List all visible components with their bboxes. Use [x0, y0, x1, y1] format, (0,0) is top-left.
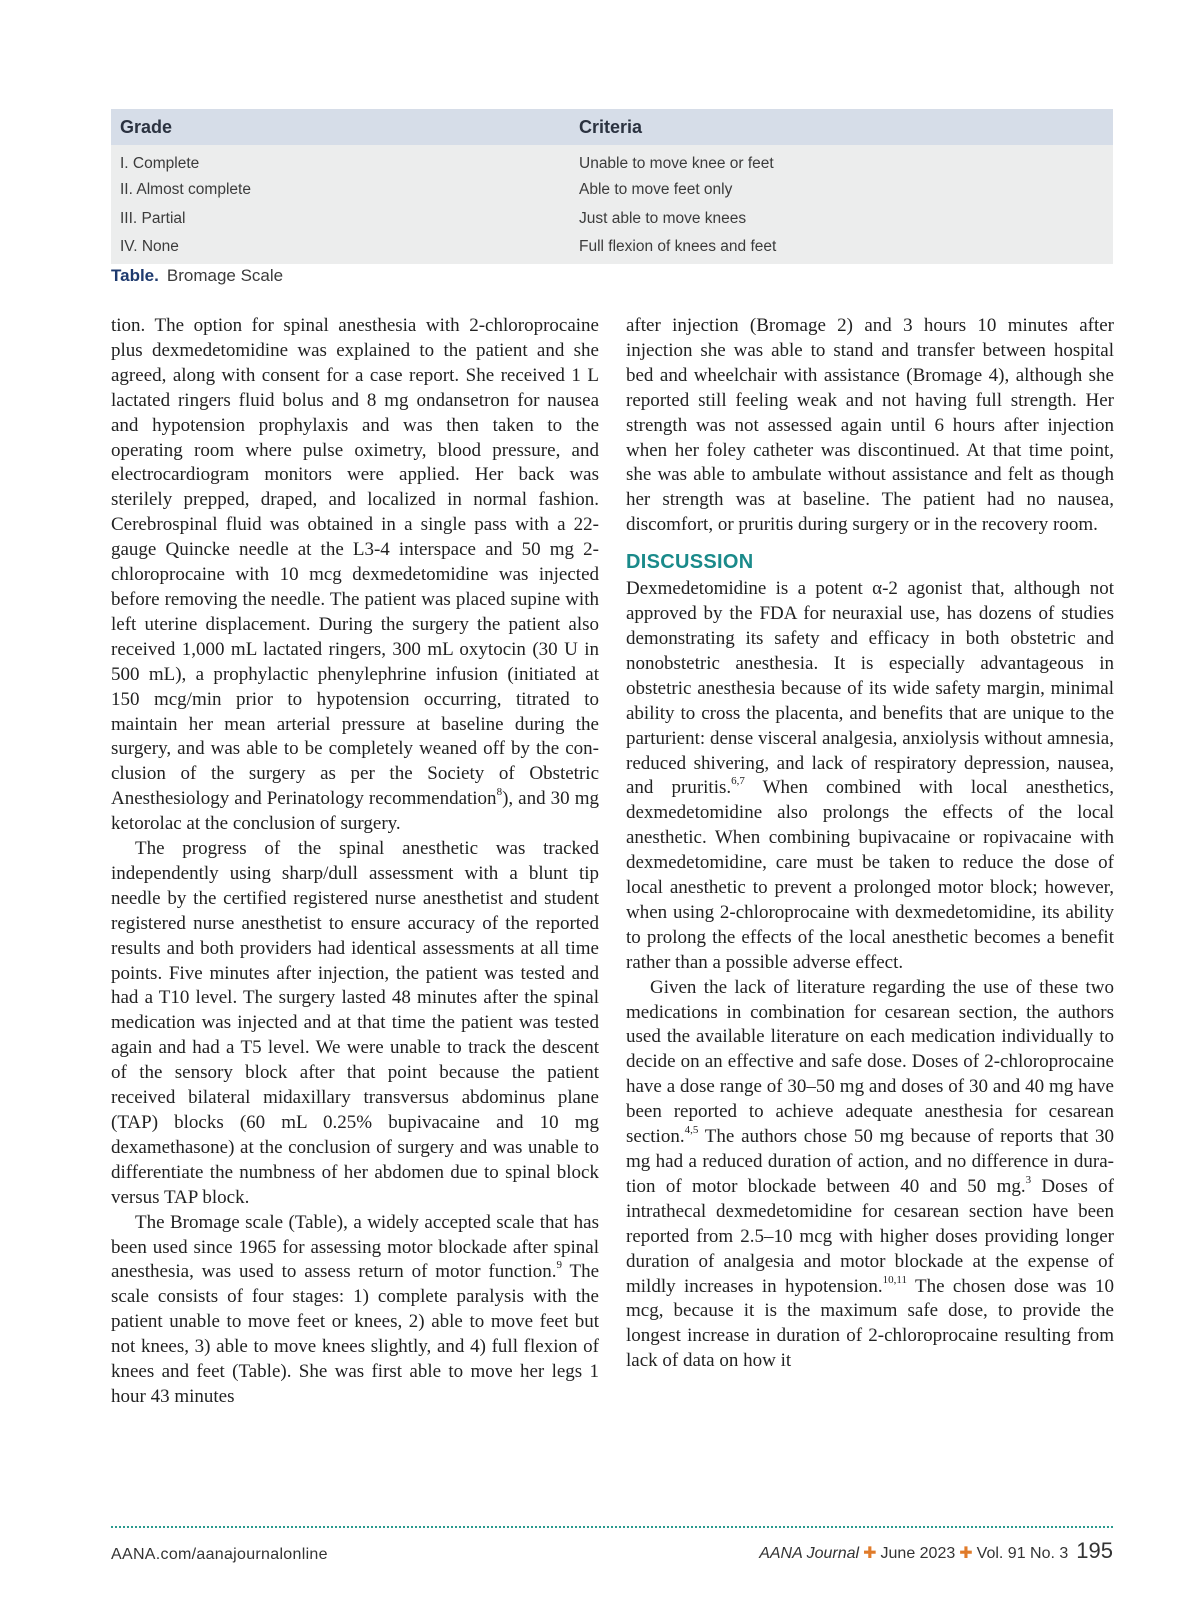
table-cell-criteria: Unable to move knee or feet: [570, 145, 1113, 176]
left-column: [111, 314, 599, 1410]
table-cell-grade: I. Complete: [111, 145, 570, 176]
citation-ref: 4,5: [684, 1124, 699, 1137]
table-caption: [111, 266, 283, 286]
plus-icon: ✚: [959, 1545, 973, 1562]
table-header-grade: Grade: [111, 109, 570, 145]
footer-url[interactable]: AANA.com/aanajournalonline: [111, 1546, 328, 1563]
paragraph-text: The authors chose 50 mg because of reports that 30 mg had a reduced duration of action, and no difference in duration of motor blockade between 40 and 50 mg.: [626, 1126, 1114, 1197]
paragraph-text: When combined with local anesthetics, dexmedetomidine also prolongs the effects of the local anesthetic. When combining bupivacaine or ropivacaine with dexmedetomidine, care must be taken to reduce the dose of local anesthetic to prevent a prolonged motor block; however, when using 2-chloroprocaine with dexmedetomidine, its ability to prolong the effects of the local anesthetic becomes a benefit rather than a possible adverse effect.: [626, 777, 1114, 973]
paragraph: [111, 1211, 599, 1410]
table-caption-label: Table.: [111, 266, 159, 285]
citation-ref: 10,11: [882, 1273, 907, 1286]
right-column: [626, 314, 1114, 1374]
plus-icon: ✚: [863, 1545, 877, 1562]
citation-ref: 3: [1025, 1173, 1032, 1186]
paragraph-text: Given the lack of literature regarding the use of these two medications in combination for cesarean section, the authors used the available literature on each medication individually to decide on an effective and safe dose. Doses of 2-chloroprocaine have a dose range of 30–50 mg and doses of 30 and 40 mg have been reported to achieve adequate anesthesia for cesarean section.: [626, 976, 1114, 1148]
table-row: [111, 205, 1113, 234]
table-row: [111, 145, 1113, 176]
paragraph-text: The scale consists of four stages: 1) complete paralysis with the patient unable to move feet or knees, 2) able to move feet but not knees, 3) able to move knees slightly, and 4) full flexion of knees and feet (Table). She was first able to move her legs 1 hour 43 minutes: [111, 1261, 599, 1407]
paragraph-text: tion. The option for spinal anesthesia with 2-chloroprocaine plus dexmedetomidine was explained to the patient and she agreed, along with consent for a case report. She received 1 L lactated ringers fluid bolus and 8 mg ondansetron for nausea and hypotension prophylaxis and was then taken to the operating room where pulse oximetry, blood pressure, and electrocardiogram monitors were applied. Her back was sterilely prepped, draped, and localized in normal fashion. Cerebrospinal fluid was obtained in a single pass with a 22-gauge Quincke needle at the L3-4 interspace and 50 mg 2-chloroprocaine with 10 mcg dexmedetomidine was injected before removing the needle. The patient was placed supine with left uterine displacement. During the surgery the patient also received 1,000 mL lactated ringers, 300 mL oxytocin (30 U in 500 mL), a prophylactic phenylephrine infusion (initiated at 150 mcg/min prior to hypotension occurring, titrated to maintain her mean arterial pressure at baseline during the surgery, and was able to be completely weaned off by the conclusion of the surgery as per the Society of Obstetric Anesthesiology and Perinatology recommendation: [111, 315, 599, 810]
table-header-criteria: Criteria: [570, 109, 1113, 145]
paragraph-text: Dexmedetomidine is a potent α-2 agonist that, although not approved by the FDA for neuraxial use, has dozens of studies demonstrating its safety and efficacy in both obstetric and nonobstetric anesthesia. It is especially advantageous in obstetric anesthesia because of its wide safety margin, minimal ability to cross the placenta, and benefits that are unique to the parturient: dense visceral analgesia, anxiolysis without amnesia, reduced shivering, and lack of respiratory depression, nausea, and pruritis.: [626, 578, 1114, 799]
footer-divider: [111, 1526, 1113, 1528]
table-cell-criteria: Just able to move knees: [570, 205, 1113, 234]
table-caption-text: Bromage Scale: [166, 266, 284, 285]
citation-ref: 8: [496, 786, 503, 799]
table-header-row: [111, 109, 1113, 145]
bromage-table: [111, 109, 1113, 264]
table-row: [111, 176, 1113, 205]
section-heading: DISCUSSION: [626, 551, 754, 574]
table-cell-grade: IV. None: [111, 234, 570, 264]
paragraph: [626, 976, 1114, 1375]
paragraph: after injection (Bromage 2) and 3 hours 10 minutes after injection she was able to stand and transfer between hospital bed and wheelchair with assistance (Bromage 4), although she reported still feeling weak and not having full strength. Her strength was not assessed again until 6 hours after injection when her foley catheter was discontinued. At that time point, she was able to ambulate without assistance and felt as though her strength was at baseline. The patient had no nausea, discomfort, or pruritis during surgery or in the recovery room.: [626, 315, 1114, 536]
paragraph: [626, 577, 1114, 976]
paragraph-text: The chosen dose was 10 mcg, because it is the maximum safe dose, to provide the longest increase in duration of 2-chloroprocaine resulting from lack of data on how it: [626, 1275, 1114, 1372]
paragraph-text: The Bromage scale (Table), a widely accepted scale that has been used since 1965 for assessing motor blockade after spinal anesthesia, was used to assess return of motor function.: [111, 1211, 599, 1283]
table-cell-grade: II. Almost complete: [111, 176, 570, 205]
paragraph: The progress of the spinal anesthetic was tracked independently using sharp/dull assessment with a blunt tip needle by the certified registered nurse anesthetist and student registered nurse anesthetist to ensure accuracy of the reported results and both providers had identical assessments at all time points. Five minutes after injection, the patient was tested and had a T10 level. The surgery lasted 48 minutes after the spinal medication was injected and at that time the patient was tested again and had a T5 level. We were unable to track the descent of the sensory block after that point because the patient received bilateral midaxillary transversus abdominus plane (TAP) blocks (60 mL 0.25% bupivacaine and 10 mg dexamethasone) at the conclusion of surgery and was unable to differentiate the numbness of her abdomen due to spinal block versus TAP block.: [111, 838, 599, 1208]
table-cell-criteria: Able to move feet only: [570, 176, 1113, 205]
paragraph-text: ), and 30 mg ketorolac at the conclusion of surgery.: [111, 788, 599, 835]
table-cell-grade: III. Partial: [111, 205, 570, 234]
footer-journal: AANA Journal: [759, 1545, 860, 1562]
footer-volume: Vol. 91 No. 3: [976, 1545, 1069, 1562]
footer-date: June 2023: [880, 1545, 956, 1562]
table-row: [111, 234, 1113, 264]
citation-ref: 9: [556, 1259, 562, 1272]
paragraph: [111, 314, 599, 837]
page-number: 195: [1076, 1538, 1113, 1563]
table-cell-criteria: Full flexion of knees and feet: [570, 234, 1113, 264]
footer-citation: [759, 1538, 1113, 1564]
citation-ref: 6,7: [731, 775, 745, 788]
paragraph-text: Doses of intrathecal dexmedetomidine for cesarean section have been reported from 2.5–10 mcg with higher doses providing longer duration of analgesia and motor blockade at the expense of mildly increases in hypotension.: [626, 1175, 1115, 1297]
